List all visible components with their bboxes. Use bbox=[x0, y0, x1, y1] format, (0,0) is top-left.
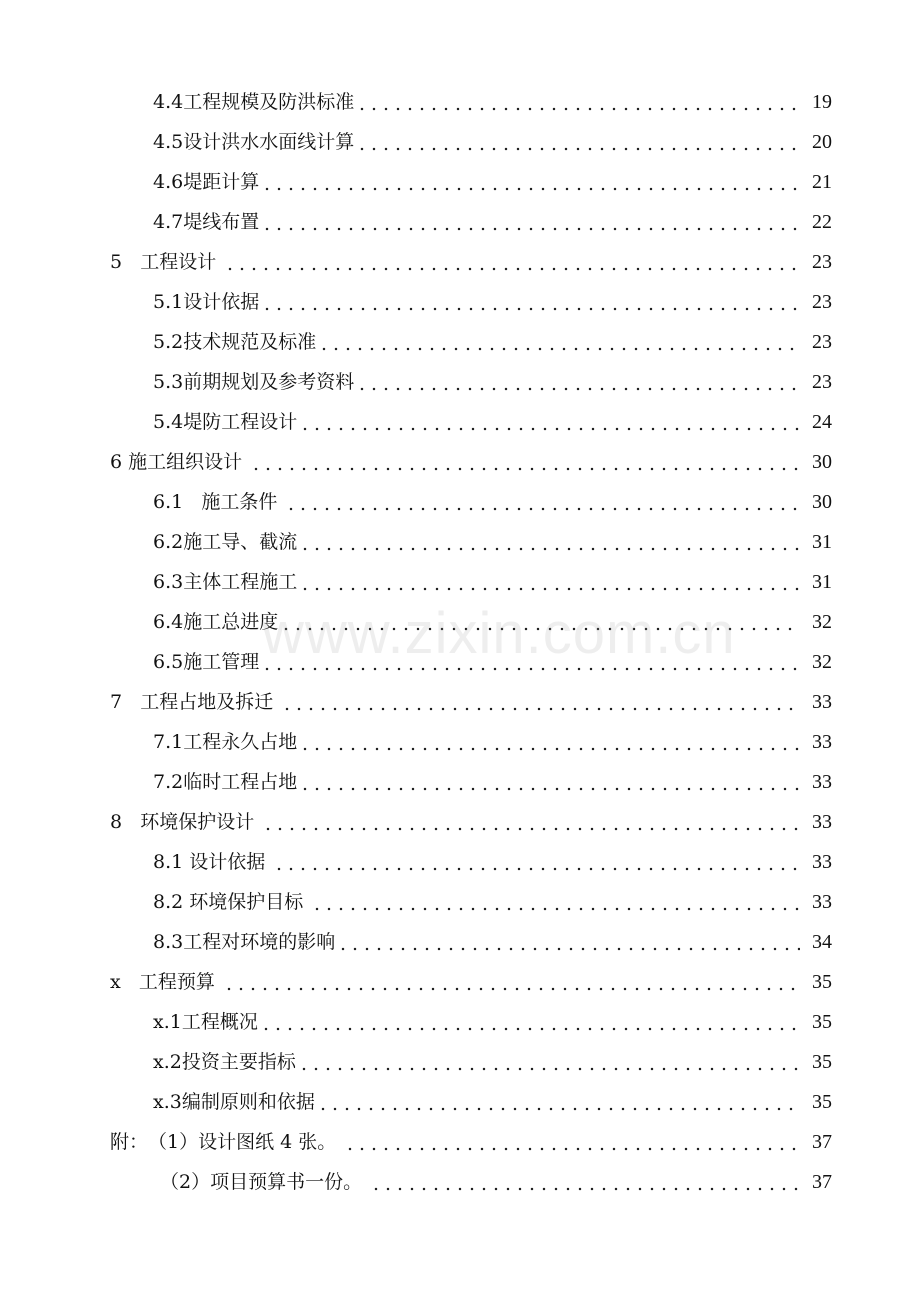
toc-dot-leader bbox=[262, 802, 800, 842]
toc-entry[interactable] bbox=[0, 482, 920, 522]
toc-entry[interactable] bbox=[0, 122, 920, 162]
toc-dot-leader bbox=[273, 842, 800, 882]
toc-entry[interactable] bbox=[0, 322, 920, 362]
toc-entry-page: 33 bbox=[812, 851, 832, 873]
toc-entry[interactable] bbox=[0, 402, 920, 442]
toc-entry[interactable] bbox=[0, 1162, 920, 1202]
toc-entry-number: 6.3 bbox=[153, 571, 184, 593]
toc-entry-page: 33 bbox=[812, 691, 832, 713]
toc-dot-leader bbox=[299, 722, 800, 762]
toc-dot-leader bbox=[223, 962, 800, 1002]
toc-dot-leader bbox=[356, 82, 800, 122]
toc-entry-title: 施工导、截流 bbox=[183, 531, 298, 553]
toc-entry-title: 工程设计 bbox=[140, 251, 223, 273]
toc-entry-number: 6.5 bbox=[153, 651, 184, 673]
toc-entry-title: 工程概况 bbox=[181, 1011, 258, 1033]
toc-entry-title: 主体工程施工 bbox=[183, 571, 298, 593]
toc-entry-number: 4.6 bbox=[153, 171, 184, 193]
toc-entry-page: 32 bbox=[812, 651, 832, 673]
toc-entry-title: （1）设计图纸 4 张。 bbox=[148, 1131, 343, 1153]
toc-dot-leader bbox=[356, 362, 800, 402]
toc-dot-leader bbox=[261, 642, 800, 682]
toc-entry-number: 8.1 bbox=[153, 851, 190, 873]
toc-entry-title: 工程预算 bbox=[138, 971, 221, 993]
toc-entry[interactable] bbox=[0, 682, 920, 722]
toc-entry[interactable] bbox=[0, 522, 920, 562]
toc-entry-title: 环境保护设计 bbox=[140, 811, 261, 833]
toc-entry-page: 32 bbox=[812, 611, 832, 633]
toc-entry-number: 8.2 bbox=[153, 891, 190, 913]
toc-entry-number: 7 bbox=[110, 691, 141, 713]
toc-entry-page: 37 bbox=[812, 1171, 832, 1193]
toc-entry-title: 投资主要指标 bbox=[181, 1051, 296, 1073]
toc-entry-page: 19 bbox=[812, 91, 832, 113]
toc-entry-title: 临时工程占地 bbox=[183, 771, 298, 793]
toc-dot-leader bbox=[281, 682, 800, 722]
toc-entry-page: 35 bbox=[812, 1051, 832, 1073]
toc-dot-leader bbox=[318, 322, 800, 362]
table-of-contents bbox=[0, 82, 920, 1202]
toc-dot-leader bbox=[311, 882, 800, 922]
toc-dot-leader bbox=[337, 922, 800, 962]
toc-entry-title: 施工总进度 bbox=[183, 611, 279, 633]
toc-entry-number: x.2 bbox=[153, 1051, 182, 1073]
toc-entry-title: 施工条件 bbox=[201, 491, 284, 513]
toc-dot-leader bbox=[317, 1082, 800, 1122]
toc-entry[interactable] bbox=[0, 242, 920, 282]
toc-entry-title: 施工管理 bbox=[183, 651, 260, 673]
toc-entry-number: x.1 bbox=[153, 1011, 182, 1033]
toc-entry-number: 4.5 bbox=[153, 131, 184, 153]
toc-dot-leader bbox=[260, 1002, 800, 1042]
toc-entry-number: 4.4 bbox=[153, 91, 184, 113]
toc-dot-leader bbox=[299, 762, 800, 802]
toc-entry-page: 31 bbox=[812, 531, 832, 553]
toc-entry-number: 附： bbox=[110, 1131, 149, 1153]
toc-entry-page: 35 bbox=[812, 1091, 832, 1113]
toc-entry-title: 前期规划及参考资料 bbox=[183, 371, 355, 393]
toc-entry[interactable] bbox=[0, 1002, 920, 1042]
toc-entry-title: 工程永久占地 bbox=[183, 731, 298, 753]
toc-entry-title: 堤防工程设计 bbox=[183, 411, 298, 433]
toc-entry[interactable] bbox=[0, 882, 920, 922]
toc-entry-page: 20 bbox=[812, 131, 832, 153]
toc-entry-page: 37 bbox=[812, 1131, 832, 1153]
toc-dot-leader bbox=[356, 122, 800, 162]
toc-entry[interactable] bbox=[0, 722, 920, 762]
toc-dot-leader bbox=[261, 282, 800, 322]
toc-entry-number: 5.2 bbox=[153, 331, 184, 353]
toc-dot-leader bbox=[344, 1122, 800, 1162]
toc-entry-page: 22 bbox=[812, 211, 832, 233]
toc-entry-title: （2）项目预算书一份。 bbox=[160, 1171, 369, 1193]
toc-entry-page: 21 bbox=[812, 171, 832, 193]
toc-entry-page: 33 bbox=[812, 811, 832, 833]
toc-entry-number: 4.7 bbox=[153, 211, 184, 233]
toc-dot-leader bbox=[224, 242, 800, 282]
toc-entry-number: 6 bbox=[110, 451, 129, 473]
toc-entry-title: 编制原则和依据 bbox=[181, 1091, 315, 1113]
toc-entry-number: 6.1 bbox=[153, 491, 202, 513]
toc-entry-page: 30 bbox=[812, 451, 832, 473]
toc-entry-page: 30 bbox=[812, 491, 832, 513]
toc-entry-number: 7.2 bbox=[153, 771, 184, 793]
toc-entry[interactable] bbox=[0, 82, 920, 122]
toc-entry-title: 工程对环境的影响 bbox=[183, 931, 336, 953]
toc-entry-number: 5.3 bbox=[153, 371, 184, 393]
toc-dot-leader bbox=[261, 202, 800, 242]
toc-dot-leader bbox=[261, 162, 800, 202]
toc-dot-leader bbox=[250, 442, 800, 482]
toc-entry-number: 8.3 bbox=[153, 931, 184, 953]
toc-entry[interactable] bbox=[0, 802, 920, 842]
toc-entry[interactable] bbox=[0, 282, 920, 322]
toc-dot-leader bbox=[299, 402, 800, 442]
toc-dot-leader bbox=[299, 522, 800, 562]
toc-dot-leader bbox=[285, 482, 800, 522]
toc-entry-title: 设计依据 bbox=[183, 291, 260, 313]
toc-entry-page: 23 bbox=[812, 371, 832, 393]
toc-entry[interactable] bbox=[0, 1122, 920, 1162]
toc-entry-page: 33 bbox=[812, 891, 832, 913]
toc-dot-leader bbox=[299, 562, 800, 602]
toc-entry-number: x bbox=[110, 971, 139, 993]
toc-dot-leader bbox=[280, 602, 800, 642]
toc-entry-title: 工程占地及拆迁 bbox=[140, 691, 280, 713]
toc-entry-number: 7.1 bbox=[153, 731, 184, 753]
toc-entry-page: 23 bbox=[812, 291, 832, 313]
toc-entry[interactable] bbox=[0, 762, 920, 802]
toc-entry-number: 5.4 bbox=[153, 411, 184, 433]
toc-entry-title: 设计洪水水面线计算 bbox=[183, 131, 355, 153]
toc-entry-page: 24 bbox=[812, 411, 832, 433]
toc-entry[interactable] bbox=[0, 642, 920, 682]
toc-entry-number: x.3 bbox=[153, 1091, 182, 1113]
toc-entry[interactable] bbox=[0, 202, 920, 242]
toc-entry-title: 环境保护目标 bbox=[189, 891, 310, 913]
toc-entry[interactable] bbox=[0, 1042, 920, 1082]
toc-entry-title: 堤线布置 bbox=[183, 211, 260, 233]
toc-entry-number: 5 bbox=[110, 251, 141, 273]
toc-entry[interactable] bbox=[0, 562, 920, 602]
toc-entry[interactable] bbox=[0, 442, 920, 482]
toc-entry[interactable] bbox=[0, 842, 920, 882]
toc-entry[interactable] bbox=[0, 602, 920, 642]
toc-entry[interactable] bbox=[0, 162, 920, 202]
toc-entry-title: 施工组织设计 bbox=[128, 451, 249, 473]
toc-entry-number: 6.4 bbox=[153, 611, 184, 633]
toc-entry-page: 23 bbox=[812, 331, 832, 353]
toc-entry-page: 33 bbox=[812, 771, 832, 793]
toc-entry-page: 23 bbox=[812, 251, 832, 273]
toc-entry-page: 35 bbox=[812, 971, 832, 993]
toc-entry-title: 堤距计算 bbox=[183, 171, 260, 193]
toc-entry-title: 技术规范及标准 bbox=[183, 331, 317, 353]
toc-entry-page: 35 bbox=[812, 1011, 832, 1033]
toc-entry-number: 5.1 bbox=[153, 291, 184, 313]
toc-entry[interactable] bbox=[0, 362, 920, 402]
toc-entry-page: 31 bbox=[812, 571, 832, 593]
toc-dot-leader bbox=[370, 1162, 800, 1202]
toc-entry-number: 6.2 bbox=[153, 531, 184, 553]
toc-entry-title: 设计依据 bbox=[189, 851, 272, 873]
toc-entry-title: 工程规模及防洪标准 bbox=[183, 91, 355, 113]
toc-entry-page: 33 bbox=[812, 731, 832, 753]
toc-entry[interactable] bbox=[0, 962, 920, 1002]
toc-entry-page: 34 bbox=[812, 931, 832, 953]
toc-entry-number: 8 bbox=[110, 811, 141, 833]
toc-entry[interactable] bbox=[0, 922, 920, 962]
toc-dot-leader bbox=[298, 1042, 800, 1082]
toc-entry[interactable] bbox=[0, 1082, 920, 1122]
